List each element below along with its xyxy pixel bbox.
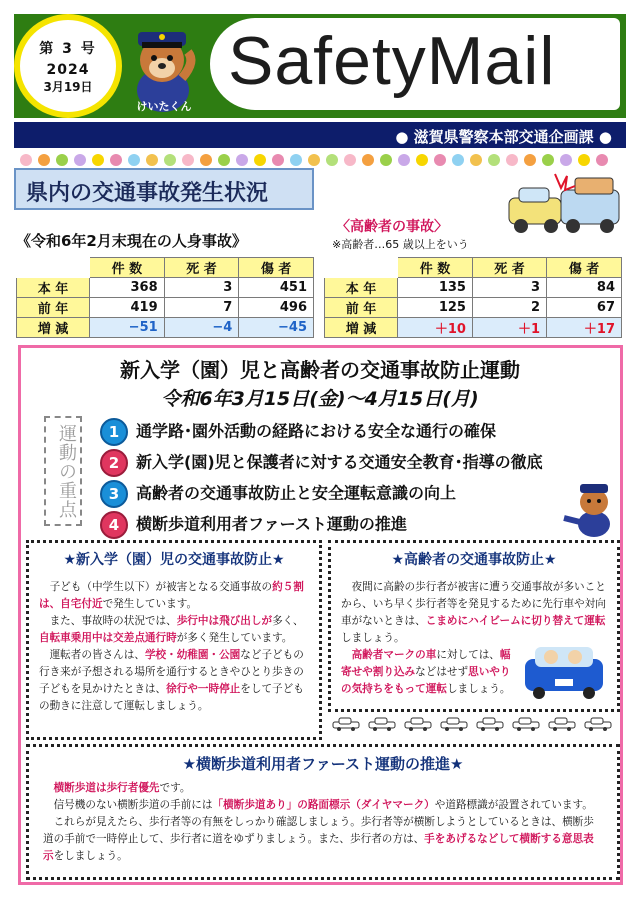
decorative-dot bbox=[146, 154, 158, 166]
elderly-stats-label: 〈高齢者の事故〉 bbox=[336, 219, 448, 235]
decorative-dot bbox=[596, 154, 608, 166]
decorative-dot bbox=[416, 154, 428, 166]
table-cell: ＋1 bbox=[472, 318, 546, 338]
col-header: 死 者 bbox=[164, 258, 239, 278]
car-crash-illustration bbox=[505, 168, 623, 246]
row-label: 増 減 bbox=[325, 318, 398, 338]
number-badge: 1 bbox=[100, 418, 128, 446]
decorative-dot bbox=[236, 154, 248, 166]
focus-points-label-box bbox=[44, 416, 82, 526]
row-label: 本 年 bbox=[17, 278, 90, 298]
child-paragraph-1 bbox=[39, 579, 309, 613]
issue-number: 第 3 号 bbox=[39, 41, 97, 57]
highlight: 徐行や一時停止 bbox=[166, 683, 241, 695]
col-header: 傷 者 bbox=[547, 258, 622, 278]
highlight: 自転車乗用中は交差点通行時 bbox=[39, 632, 177, 644]
department-name: ● 滋賀県警察本部交通企画課 ● bbox=[395, 128, 612, 146]
newsletter-title: SafetyMail bbox=[228, 23, 556, 99]
title-panel bbox=[210, 18, 620, 110]
text: しましょう。 bbox=[446, 683, 511, 695]
highlight: 手をあげるなどして横断する意思表示 bbox=[43, 833, 594, 862]
mascot-name: けいたくん bbox=[136, 100, 192, 113]
table-header-row bbox=[325, 258, 622, 278]
car-icon bbox=[440, 717, 470, 731]
decorative-dot bbox=[38, 154, 50, 166]
campaign-title: 新入学（園）児と高齢者の交通事故防止運動 bbox=[120, 358, 520, 382]
car-icon bbox=[584, 717, 614, 731]
decorative-dot bbox=[326, 154, 338, 166]
table-cell: 2 bbox=[472, 298, 546, 318]
decorative-dot bbox=[398, 154, 410, 166]
text: 子ども（中学生以下）が被害となる交通事故の bbox=[39, 581, 273, 593]
table-cell: 419 bbox=[90, 298, 165, 318]
table-header-row bbox=[17, 258, 314, 278]
car-icon bbox=[368, 717, 398, 731]
row-label: 増 減 bbox=[17, 318, 90, 338]
crosswalk-paragraph-3 bbox=[43, 814, 603, 865]
text: また、事故時の状況では、 bbox=[39, 615, 177, 627]
overall-stats-label: 《令和6年2月末現在の人身事故》 bbox=[16, 232, 247, 250]
text: をして子どもの動きに注意して運転しましょう。 bbox=[39, 683, 304, 712]
focus-point-1 bbox=[100, 418, 496, 446]
decorative-dot bbox=[74, 154, 86, 166]
decorative-dot bbox=[110, 154, 122, 166]
decorative-dot bbox=[164, 154, 176, 166]
decorative-dot bbox=[506, 154, 518, 166]
number-badge: 4 bbox=[100, 511, 128, 539]
text: 夜間に高齢の歩行者が被害に遭う交通事故が多いことから、いち早く歩行者等を発見するために先行車や対向車がないときは、 bbox=[341, 581, 606, 627]
decorative-dot bbox=[290, 154, 302, 166]
col-header: 件 数 bbox=[90, 258, 165, 278]
elderly-paragraph-1 bbox=[341, 579, 607, 647]
crosswalk-safety-box bbox=[26, 744, 620, 880]
table-cell: 3 bbox=[164, 278, 239, 298]
number-badge: 2 bbox=[100, 449, 128, 477]
decorative-dot bbox=[218, 154, 230, 166]
campaign-period: 令和6年3月15日(金)～4月15日(月) bbox=[161, 388, 479, 410]
highlight: こまめにハイビームに切り替えて運転 bbox=[425, 615, 606, 627]
car-icon bbox=[404, 717, 434, 731]
elderly-stats-table bbox=[324, 257, 622, 338]
decorative-dot bbox=[200, 154, 212, 166]
table-row bbox=[325, 298, 622, 318]
child-safety-box bbox=[26, 540, 322, 740]
car-icon bbox=[548, 717, 578, 731]
focus-points-label: 運動の重点 bbox=[56, 424, 77, 519]
focus-point-text: 高齢者の交通事故防止と安全運転意識の向上 bbox=[136, 483, 457, 503]
table-cell: 3 bbox=[472, 278, 546, 298]
decorative-dot bbox=[470, 154, 482, 166]
highlight: 学校・幼稚園・公園 bbox=[144, 649, 241, 661]
text: などはせず bbox=[415, 666, 469, 678]
decorative-dot bbox=[254, 154, 266, 166]
focus-point-text: 通学路･園外活動の経路における安全な通行の確保 bbox=[136, 421, 497, 441]
decorative-dot bbox=[92, 154, 104, 166]
decorative-dot bbox=[452, 154, 464, 166]
elderly-box-title: ★高齢者の交通事故防止★ bbox=[391, 552, 557, 568]
highlight: 幅寄せや割り込み bbox=[341, 649, 511, 678]
child-paragraph-2 bbox=[39, 613, 309, 647]
section-heading: 県内の交通事故発生状況 bbox=[26, 181, 269, 206]
table-cell: 451 bbox=[239, 278, 314, 298]
overall-stats-table bbox=[16, 257, 314, 338]
decorative-dot bbox=[578, 154, 590, 166]
row-label: 前 年 bbox=[17, 298, 90, 318]
decorative-dot bbox=[362, 154, 374, 166]
crosswalk-paragraph-2 bbox=[43, 797, 603, 814]
highlight: 歩行中は飛び出しが bbox=[176, 615, 273, 627]
focus-point-3 bbox=[100, 480, 456, 508]
highlight: 「横断歩道あり」の路面標示（ダイヤマーク） bbox=[212, 799, 435, 811]
highlight: 約５割は、自宅付近 bbox=[39, 581, 304, 610]
table-cell: −51 bbox=[90, 318, 165, 338]
table-cell: 368 bbox=[90, 278, 165, 298]
highlight: 思いやりの気持ちをもって運転 bbox=[341, 666, 511, 695]
decorative-dot bbox=[20, 154, 32, 166]
elderly-paragraph-2 bbox=[341, 647, 521, 698]
section-heading-box bbox=[14, 168, 314, 210]
table-row bbox=[17, 278, 314, 298]
text bbox=[43, 782, 54, 794]
text: をしましょう。 bbox=[53, 850, 128, 862]
text: 多く、 bbox=[272, 615, 304, 627]
pointing-mascot-icon bbox=[560, 478, 620, 538]
highlight: 横断歩道は歩行者優先 bbox=[53, 782, 160, 794]
table-row bbox=[325, 318, 622, 338]
table-cell: 67 bbox=[547, 298, 622, 318]
text: 信号機のない横断歩道の手前には bbox=[43, 799, 213, 811]
decorative-dot bbox=[560, 154, 572, 166]
decorative-dot bbox=[128, 154, 140, 166]
focus-point-4 bbox=[100, 511, 407, 539]
elderly-note: ※高齢者…65 歳以上をいう bbox=[332, 238, 469, 251]
col-header: 件 数 bbox=[398, 258, 473, 278]
col-header: 傷 者 bbox=[239, 258, 314, 278]
focus-point-2 bbox=[100, 449, 543, 477]
issue-year: 2024 bbox=[46, 62, 90, 78]
table-row bbox=[17, 298, 314, 318]
table-cell: −45 bbox=[239, 318, 314, 338]
text: これらが見えたら、歩行者等の有無をしっかり確認しましょう。歩行者等が横断しようとしているときは、横断歩道の手前で一時停止して、歩行者に道をゆずりましょう。また、歩行者の方は、 bbox=[43, 816, 594, 845]
child-paragraph-3 bbox=[39, 647, 309, 715]
decorative-dot bbox=[524, 154, 536, 166]
car-icon bbox=[476, 717, 506, 731]
text: です。 bbox=[159, 782, 191, 794]
table-cell: 7 bbox=[164, 298, 239, 318]
text: に対しては、 bbox=[436, 649, 500, 661]
crosswalk-paragraph-1 bbox=[43, 780, 603, 797]
focus-point-text: 横断歩道利用者ファースト運動の推進 bbox=[136, 514, 407, 534]
table-row bbox=[325, 278, 622, 298]
car-decoration-row bbox=[332, 716, 620, 732]
decorative-dot bbox=[344, 154, 356, 166]
table-cell: 496 bbox=[239, 298, 314, 318]
decorative-dot bbox=[272, 154, 284, 166]
table-cell: ＋17 bbox=[547, 318, 622, 338]
table-cell: −4 bbox=[164, 318, 239, 338]
decorative-dot bbox=[308, 154, 320, 166]
decorative-dot bbox=[380, 154, 392, 166]
highlight: 高齢者マークの車 bbox=[341, 649, 437, 661]
issue-badge bbox=[14, 14, 122, 118]
decorative-dot bbox=[488, 154, 500, 166]
table-row bbox=[17, 318, 314, 338]
table-cell: 135 bbox=[398, 278, 473, 298]
car-icon bbox=[512, 717, 542, 731]
elderly-driver-car-icon bbox=[521, 639, 607, 701]
text: 運転者の皆さんは、 bbox=[39, 649, 145, 661]
focus-point-text: 新入学(園)児と保護者に対する交通安全教育･指導の徹底 bbox=[136, 452, 543, 472]
text: など子どもの行き来が予想される場所を通行するときやひとり歩きの子どもを見かけたときは、 bbox=[39, 649, 304, 695]
elderly-safety-box bbox=[328, 540, 620, 712]
decorative-dot bbox=[434, 154, 446, 166]
table-cell: ＋10 bbox=[398, 318, 473, 338]
number-badge: 3 bbox=[100, 480, 128, 508]
row-label: 前 年 bbox=[325, 298, 398, 318]
text: が多く発生しています。 bbox=[176, 632, 293, 644]
decorative-dot bbox=[56, 154, 68, 166]
table-cell: 125 bbox=[398, 298, 473, 318]
decorative-dot bbox=[542, 154, 554, 166]
row-label: 本 年 bbox=[325, 278, 398, 298]
child-box-title: ★新入学（園）児の交通事故防止★ bbox=[63, 552, 285, 568]
col-header: 死 者 bbox=[472, 258, 546, 278]
table-cell: 84 bbox=[547, 278, 622, 298]
issue-date: 3月19日 bbox=[43, 80, 93, 94]
decorative-dots bbox=[20, 151, 620, 165]
text: で発生しています。 bbox=[102, 598, 198, 610]
crosswalk-box-title: ★横断歩道利用者ファースト運動の推進★ bbox=[182, 755, 464, 773]
text: しましょう。 bbox=[341, 632, 405, 644]
car-icon bbox=[332, 717, 362, 731]
decorative-dot bbox=[182, 154, 194, 166]
text: や道路標識が設置されています。 bbox=[434, 799, 593, 811]
department-bar bbox=[14, 122, 626, 148]
